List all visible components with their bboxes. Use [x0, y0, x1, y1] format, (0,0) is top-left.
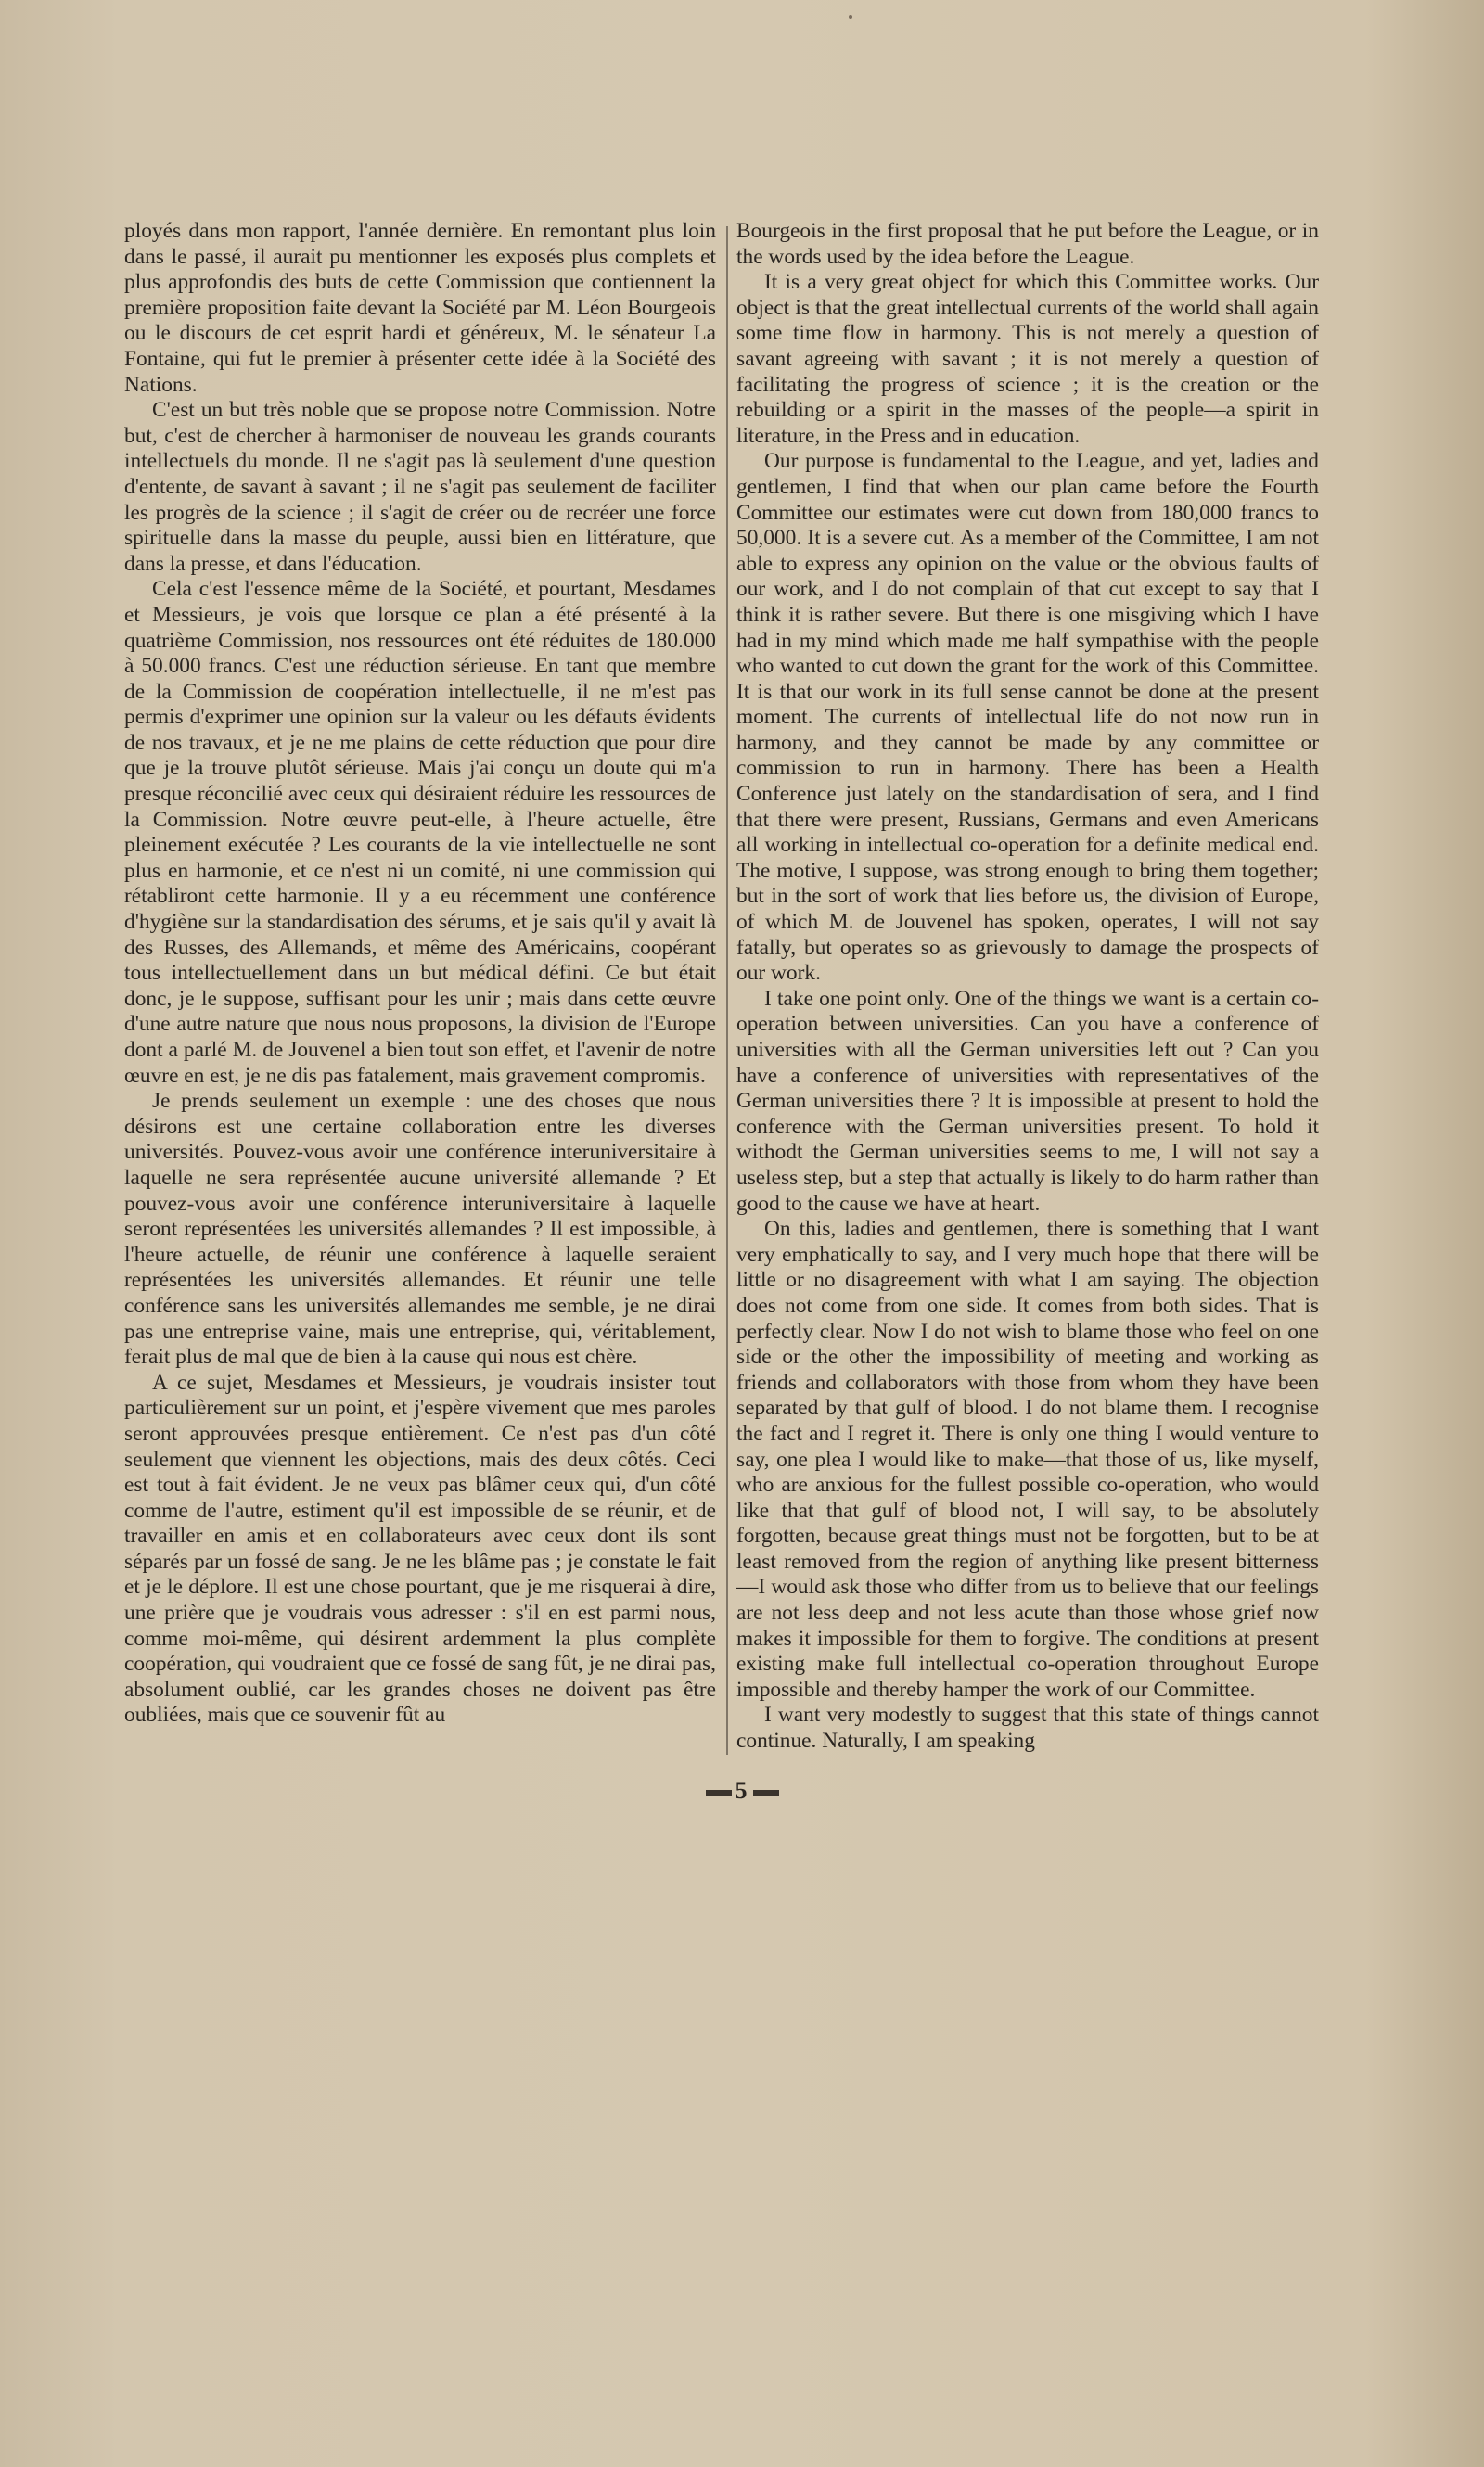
paragraph: C'est un but très noble que se propose notre Commission. Notre but, c'est de chercher à harmoniser de nouveau les grands courants intellectuels du monde. Il ne s'agit pas là seulement d'une question d'entente, de savant à savant ; il ne s'agit pas seulement de faciliter les progrès de la science ; il s'agit de créer ou de recréer une force spirituelle dans la masse du peuple, aussi bien en littérature, que dans la presse, et dans l'éducation.: [124, 398, 716, 576]
column-divider: [726, 226, 728, 1755]
english-column: [736, 219, 1319, 1755]
paragraph: ployés dans mon rapport, l'année dernière. En remontant plus loin dans le passé, il aurait pu mentionner les exposés plus complets et plus approfondis des buts de cette Commission que contiennent la première proposition faite devant la Société par M. Léon Bourgeois ou le discours de cet esprit hardi et généreux, M. le sénateur La Fontaine, qui fut le premier à présenter cette idée à la Société des Nations.: [124, 219, 716, 397]
page-number-dash-right: [753, 1790, 779, 1796]
paragraph: I take one point only. One of the things we want is a certain co-operation between universities. Can you have a conference of universities with all the German universities left out ? Can you have a conference of universities with representatives of the German universities there ? It is impossible at present to hold the conference with the German universities present. To hold it withodt the German universities seems to me, I will not say a useless step, but a step that actually is likely to do harm rather than good to the cause we have at heart.: [736, 986, 1319, 1216]
paragraph: It is a very great object for which this Committee works. Our object is that the great intellectual currents of the world shall again some time flow in harmony. This is not merely a question of savant agreeing with savant ; it is not merely a question of facilitating the progress of science ; it is the creation or the rebuilding or a spirit in the masses of the people—a spirit in literature, in the Press and in education.: [736, 270, 1319, 448]
french-column: [124, 219, 716, 1729]
paragraph: I want very modestly to suggest that this state of things cannot continue. Naturally, I am speaking: [736, 1703, 1319, 1754]
paragraph: A ce sujet, Mesdames et Messieurs, je voudrais insister tout particulièrement sur un point, et j'espère vivement que mes paroles seront approuvées presque entièrement. Ce n'est pas d'un côté seulement que viennent les objections, mais des deux côtés. Ceci est tout à fait évident. Je ne veux pas blâmer ceux qui, d'un côté comme de l'autre, estiment qu'il est impossible de se réunir, et de travailler en amis et en collaborateurs avec ceux dont ils sont séparés par un fossé de sang. Je ne les blâme pas ; je constate le fait et je le déplore. Il est une chose pourtant, que je me risquerai à dire, une prière que je voudrais vous adresser : s'il en est parmi nous, comme moi-même, qui désirent ardemment la plus complète coopération, qui voudraient que ce fossé de sang fût, je ne dirai pas, absolument oublié, car les grandes choses ne doivent pas être oubliées, mais que ce souvenir fût au: [124, 1370, 716, 1728]
paragraph: Je prends seulement un exemple : une des choses que nous désirons est une certaine collaboration entre les diverses universités. Pouvez-vous avoir une conférence interuniversitaire à laquelle ne sera représentée aucune université allemande ? Et pouvez-vous avoir une conférence interuniversitaire à laquelle seront représentées les universités allemandes ? Il est impossible, à l'heure actuelle, de réunir une conférence à laquelle seraient représentées les universités allemandes. Et réunir une telle conférence sans les universités allemandes me semble, je ne dirai pas une entreprise vaine, mais une entreprise, qui, véritablement, ferait plus de mal que de bien à la cause qui nous est chère.: [124, 1089, 716, 1370]
page-number-dash-left: [706, 1790, 732, 1796]
paragraph: Our purpose is fundamental to the League, and yet, ladies and gentlemen, I find that when our plan came before the Fourth Committee our estimates were cut down from 180,000 francs to 50,000. It is a severe cut. As a member of the Committee, I am not able to express any opinion on the value or the obvious faults of our work, and I do not complain of that cut except to say that I think it is rather severe. But there is one misgiving which I have had in my mind which made me half sympathise with the people who wanted to cut down the grant for the work of this Committee. It is that our work in its full sense cannot be done at the present moment. The currents of intellectual life do not now run in harmony, and they cannot be made by any committee or commission to run in harmony. There has been a Health Conference just lately on the standardisation of sera, and I find that there were present, Russians, Germans and even Americans all working in intellectual co-operation for a definite medical end. The motive, I suppose, was strong enough to bring them together; but in the sort of work that lies before us, the division of Europe, of which M. de Jouvenel has spoken, operates, I will not say fatally, but operates so as grievously to damage the prospects of our work.: [736, 449, 1319, 986]
paragraph: Bourgeois in the first proposal that he put before the League, or in the words used by the idea before the League.: [736, 219, 1319, 269]
page-number-value: 5: [735, 1777, 749, 1804]
paragraph: Cela c'est l'essence même de la Société, et pourtant, Mesdames et Messieurs, je vois que lorsque ce plan a été présenté à la quatrième Commission, nos ressources ont été réduites de 180.000 à 50.000 francs. C'est une réduction sérieuse. En tant que membre de la Commission de coopération intellectuelle, il ne m'est pas permis d'exprimer une opinion sur la valeur ou les défauts évidents de nos travaux, et je ne me plains de cette réduction que pour dire que je la trouve plutôt sérieuse. Mais j'ai conçu un doute qui m'a presque réconcilié avec ceux qui désiraient réduire les ressources de la Commission. Notre œuvre peut-elle, à l'heure actuelle, être pleinement exécutée ? Les courants de la vie intellectuelle ne sont plus en harmonie, et ce n'est ni un comité, ni une commission qui rétabliront cette harmonie. Il y a eu récemment une conférence d'hygiène sur la standardisation des sérums, et je sais qu'il y avait là des Russes, des Allemands, et même des Américains, coopérant tous intellectuellement dans un but médical défini. Ce but était donc, je le suppose, suffisant pour les unir ; mais dans cette œuvre d'une autre nature que nous nous proposons, la division de l'Europe dont a parlé M. de Jouvenel a bien tout son effet, et l'avenir de notre œuvre en est, je ne dis pas fatalement, mais gravement compromis.: [124, 577, 716, 1088]
paper-speck: [849, 15, 852, 19]
page-number: [686, 1777, 798, 1805]
paragraph: On this, ladies and gentlemen, there is something that I want very emphatically to say, and I very much hope that there will be little or no disagreement with what I am saying. The objection does not come from one side. It comes from both sides. That is perfectly clear. Now I do not wish to blame those who feel on one side or the other the impossibility of meeting and working as friends and collaborators with those from whom they have been separated by that gulf of blood. I do not blame them. I recognise the fact and I regret it. There is only one thing I would venture to say, one plea I would like to make—that those of us, like myself, who are anxious for the fullest possible co-operation, who would like that that gulf of blood not, I will say, to be absolutely forgotten, because great things must not be forgotten, but to be at least removed from the region of anything like present bitterness—I would ask those who differ from us to believe that our feelings are not less deep and not less acute than those whose grief now makes it impossible for them to forgive. The conditions at present existing make full intellectual co-operation throughout Europe impossible and thereby hamper the work of our Committee.: [736, 1217, 1319, 1702]
